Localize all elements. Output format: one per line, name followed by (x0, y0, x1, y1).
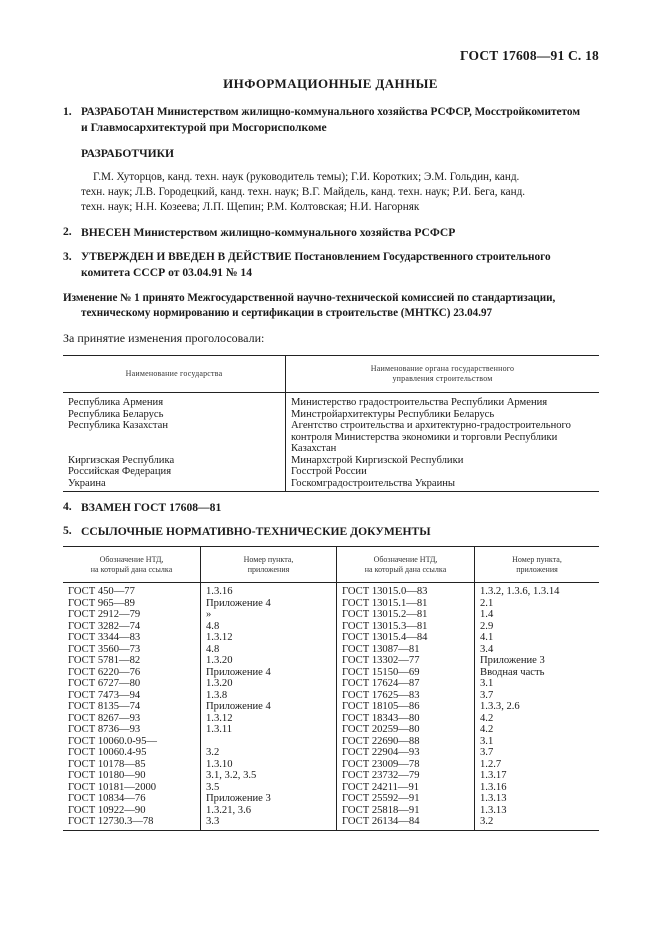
table-row (63, 478, 599, 492)
item-cell: Приложение 4 (201, 701, 337, 713)
doc-cell: ГОСТ 2912—79 (63, 609, 201, 621)
doc-cell: ГОСТ 3560—73 (63, 644, 201, 656)
item-cell: 1.4 (480, 609, 494, 620)
state-cell: Украина (63, 478, 286, 492)
item-cell: 1.3.11 (201, 724, 337, 736)
section-3-number: 3. (63, 250, 72, 263)
item-cell: 2.1 (480, 597, 494, 609)
doc-cell: ГОСТ 6727—80 (63, 678, 201, 690)
doc-cell: ГОСТ 13015.1—81 (337, 598, 475, 610)
item-cell: 3.7 (480, 689, 494, 701)
doc-cell: ГОСТ 10834—76 (63, 793, 201, 805)
table-row (63, 655, 599, 667)
item-cell: 4.1 (480, 632, 494, 643)
document-title: ИНФОРМАЦИОННЫЕ ДАННЫЕ (223, 76, 438, 91)
table-row (63, 747, 599, 759)
doc-cell: ГОСТ 3282—74 (63, 621, 201, 633)
item-cell: 1.3.3, 2.6 (480, 701, 520, 712)
section-4-number: 4. (63, 500, 72, 513)
table-row (63, 701, 599, 713)
doc-cell: ГОСТ 965—89 (63, 598, 201, 610)
header-item-line1: Номер пункта, (512, 554, 562, 564)
table-row (63, 816, 599, 830)
doc-cell: ГОСТ 18343—80 (337, 713, 475, 725)
doc-cell: ГОСТ 23009—78 (337, 759, 475, 771)
doc-cell: ГОСТ 23732—79 (337, 770, 475, 782)
org-cell (286, 420, 600, 455)
doc-cell: ГОСТ 450—77 (63, 583, 201, 598)
table-row (63, 466, 599, 478)
table-row (63, 455, 599, 467)
voting-states-table (63, 355, 599, 492)
item-cell: 1.3.20 (201, 655, 337, 667)
doc-cell: ГОСТ 25818—91 (337, 805, 475, 817)
table-row (63, 678, 599, 690)
item-cell: 1.3.20 (201, 678, 337, 690)
header-item-line1: Номер пункта, (243, 554, 294, 564)
table-row (63, 409, 599, 421)
table-row (63, 770, 599, 782)
header-org-line1: Наименование органа государственного (370, 364, 515, 373)
table-header-row (63, 547, 599, 583)
table-row (63, 759, 599, 771)
doc-cell: ГОСТ 3344—83 (63, 632, 201, 644)
org-line: Агентство строительства и архитектурно-градостроительного (291, 420, 571, 431)
item-cell: 1.3.16 (480, 781, 507, 793)
doc-cell: ГОСТ 22904—93 (337, 747, 475, 759)
table-row (63, 805, 599, 817)
item-cell: 2.9 (480, 620, 494, 632)
item-cell: 1.2.7 (480, 758, 502, 770)
doc-cell: ГОСТ 24211—91 (337, 782, 475, 794)
doc-cell: ГОСТ 20259—80 (337, 724, 475, 736)
table-row (63, 690, 599, 702)
item-cell: 3.4 (480, 643, 494, 655)
doc-cell: ГОСТ 8135—74 (63, 701, 201, 713)
item-cell: 1.3.12 (201, 632, 337, 644)
vote-intro: За принятие изменения проголосовали: (63, 331, 265, 345)
table-row (63, 736, 599, 748)
header-org-line2: управления строительством (392, 374, 493, 383)
section-3-line2: комитета СССР от 03.04.91 № 14 (81, 266, 253, 279)
item-cell: Приложение 4 (201, 667, 337, 679)
org-cell: Минархстрой Киргизской Республики (291, 454, 464, 466)
header-org (286, 356, 600, 393)
item-cell: 1.3.13 (480, 793, 507, 804)
org-cell: Минстройархитектуры Республики Беларусь (291, 408, 495, 420)
doc-cell: ГОСТ 8736—93 (63, 724, 201, 736)
doc-cell: ГОСТ 13015.0—83 (337, 583, 475, 598)
doc-cell: ГОСТ 15150—69 (337, 667, 475, 679)
doc-cell: ГОСТ 10060.4-95 (63, 747, 201, 759)
item-cell: 3.1 (480, 735, 494, 747)
item-cell: 1.3.12 (201, 713, 337, 725)
doc-cell: ГОСТ 13015.4—84 (337, 632, 475, 644)
header-doc-line1: Обозначение НТД, (373, 554, 438, 564)
item-cell (201, 736, 337, 748)
state-cell: Российская Федерация (63, 466, 286, 478)
developers-line2: техн. наук; Л.В. Городецкий, канд. техн. наук; В.Г. Майдель, канд. техн. наук; Р.И. Бега, канд. (81, 186, 526, 198)
item-cell: Приложение 3 (201, 793, 337, 805)
item-cell: 3.5 (201, 782, 337, 794)
org-line: Казахстан (291, 443, 337, 454)
doc-cell: ГОСТ 10178—85 (63, 759, 201, 771)
developers-line1: Г.М. Хуторцов, канд. техн. наук (руководитель темы); Г.И. Коротких; Э.М. Гольдин, канд. (93, 171, 520, 183)
org-line: контроля Министерства экономики и торговли Республики (291, 431, 558, 443)
item-cell: Приложение 3 (480, 655, 545, 666)
doc-cell: ГОСТ 7473—94 (63, 690, 201, 702)
table-row (63, 609, 599, 621)
header-item-left (201, 547, 337, 583)
table-header-row (63, 356, 599, 393)
doc-cell: ГОСТ 12730.3—78 (63, 816, 201, 830)
section-2-number: 2. (63, 225, 72, 238)
doc-cell: ГОСТ 13015.3—81 (337, 621, 475, 633)
references-table (63, 546, 599, 831)
item-cell: 1.3.10 (201, 759, 337, 771)
org-cell: Госкомградостроительства Украины (286, 478, 600, 492)
table-row (63, 583, 599, 598)
doc-cell: ГОСТ 10181—2000 (63, 782, 201, 794)
references-table-body (63, 583, 599, 831)
header-item-right (475, 547, 600, 583)
item-cell: 1.3.2, 1.3.6, 1.3.14 (480, 586, 560, 597)
amendment-line2: техническому нормированию и сертификации в строительстве (МНТКС) 23.04.97 (81, 307, 493, 319)
table-row (63, 644, 599, 656)
doc-cell: ГОСТ 26134—84 (337, 816, 475, 830)
section-5-text: ССЫЛОЧНЫЕ НОРМАТИВНО-ТЕХНИЧЕСКИЕ ДОКУМЕНТЫ (81, 525, 431, 538)
doc-cell: ГОСТ 5781—82 (63, 655, 201, 667)
table-row (63, 724, 599, 736)
item-cell: 4.2 (480, 724, 494, 735)
item-cell: 1.3.16 (201, 583, 337, 598)
table-row (63, 393, 599, 409)
doc-cell: ГОСТ 10180—90 (63, 770, 201, 782)
item-cell: 3.2 (201, 747, 337, 759)
section-2-text: ВНЕСЕН Министерством жилищно-коммунального хозяйства РСФСР (81, 226, 456, 239)
header-doc-line2: на который дана ссылка (90, 564, 173, 574)
item-cell: 1.3.17 (480, 770, 507, 781)
table-row (63, 713, 599, 725)
developers-heading: РАЗРАБОТЧИКИ (81, 147, 175, 160)
section-5-number: 5. (63, 524, 72, 537)
org-cell: Министерство градостроительства Республики Армения (291, 397, 548, 408)
header-doc-line2: на который дана ссылка (364, 564, 447, 574)
state-cell: Республика Беларусь (63, 409, 286, 421)
page-header: ГОСТ 17608—91 С. 18 (460, 48, 599, 63)
table-row (63, 621, 599, 633)
org-cell: Госстрой России (291, 466, 367, 477)
state-cell: Киргизская Республика (63, 455, 286, 467)
doc-cell: ГОСТ 10922—90 (63, 805, 201, 817)
item-cell: 4.8 (201, 644, 337, 656)
doc-cell: ГОСТ 18105—86 (337, 701, 475, 713)
header-doc-left (63, 547, 201, 583)
doc-cell: ГОСТ 8267—93 (63, 713, 201, 725)
header-doc-right (337, 547, 475, 583)
table-row (63, 667, 599, 679)
doc-cell: ГОСТ 13015.2—81 (337, 609, 475, 621)
doc-cell: ГОСТ 13087—81 (337, 644, 475, 656)
item-cell: 4.2 (480, 712, 494, 724)
doc-cell: ГОСТ 17624—87 (337, 678, 475, 690)
section-1-line1: РАЗРАБОТАН Министерством жилищно-коммунального хозяйства РСФСР, Мосстройкомитетом (81, 106, 581, 118)
amendment-line1: Изменение № 1 принято Межгосударственной научно-технической комиссией по стандартизации, (63, 292, 556, 304)
developers-line3: техн. наук; Н.Н. Козеева; Л.П. Щепин; Р.М. Колтовская; Н.И. Нагорняк (81, 201, 420, 213)
section-1-number: 1. (63, 105, 72, 118)
item-cell: 1.3.21, 3.6 (201, 805, 337, 817)
doc-cell: ГОСТ 6220—76 (63, 667, 201, 679)
header-state: Наименование государства (63, 356, 286, 393)
table-row (63, 632, 599, 644)
state-cell: Республика Казахстан (63, 420, 286, 455)
item-cell: 4.8 (201, 621, 337, 633)
doc-cell: ГОСТ 22690—88 (337, 736, 475, 748)
item-cell: 3.1, 3.2, 3.5 (201, 770, 337, 782)
doc-cell: ГОСТ 10060.0-95— (63, 736, 201, 748)
header-doc-line1: Обозначение НТД, (99, 554, 164, 564)
item-cell: 3.1 (480, 678, 494, 689)
header-item-line2: приложения (516, 564, 558, 574)
item-cell: 3.3 (201, 816, 337, 830)
item-cell: » (201, 609, 337, 621)
item-cell: 1.3.13 (480, 804, 507, 816)
section-4-text: ВЗАМЕН ГОСТ 17608—81 (81, 501, 222, 514)
table-row (63, 782, 599, 794)
state-cell: Республика Армения (63, 393, 286, 409)
section-1-line2: и Главмосархитектурой при Мосгорисполкоме (81, 121, 327, 134)
item-cell: 3.2 (475, 816, 600, 830)
doc-cell: ГОСТ 17625—83 (337, 690, 475, 702)
item-cell: 3.7 (480, 747, 494, 758)
item-cell: Вводная часть (480, 666, 545, 678)
section-3-line1: УТВЕРЖДЕН И ВВЕДЕН В ДЕЙСТВИЕ Постановлением Государственного строительного (81, 251, 551, 263)
header-item-line2: приложения (247, 564, 290, 574)
doc-cell: ГОСТ 13302—77 (337, 655, 475, 667)
table-row (63, 598, 599, 610)
table-row (63, 420, 599, 455)
item-cell: 1.3.8 (201, 690, 337, 702)
table-row (63, 793, 599, 805)
item-cell: Приложение 4 (201, 598, 337, 610)
doc-cell: ГОСТ 25592—91 (337, 793, 475, 805)
